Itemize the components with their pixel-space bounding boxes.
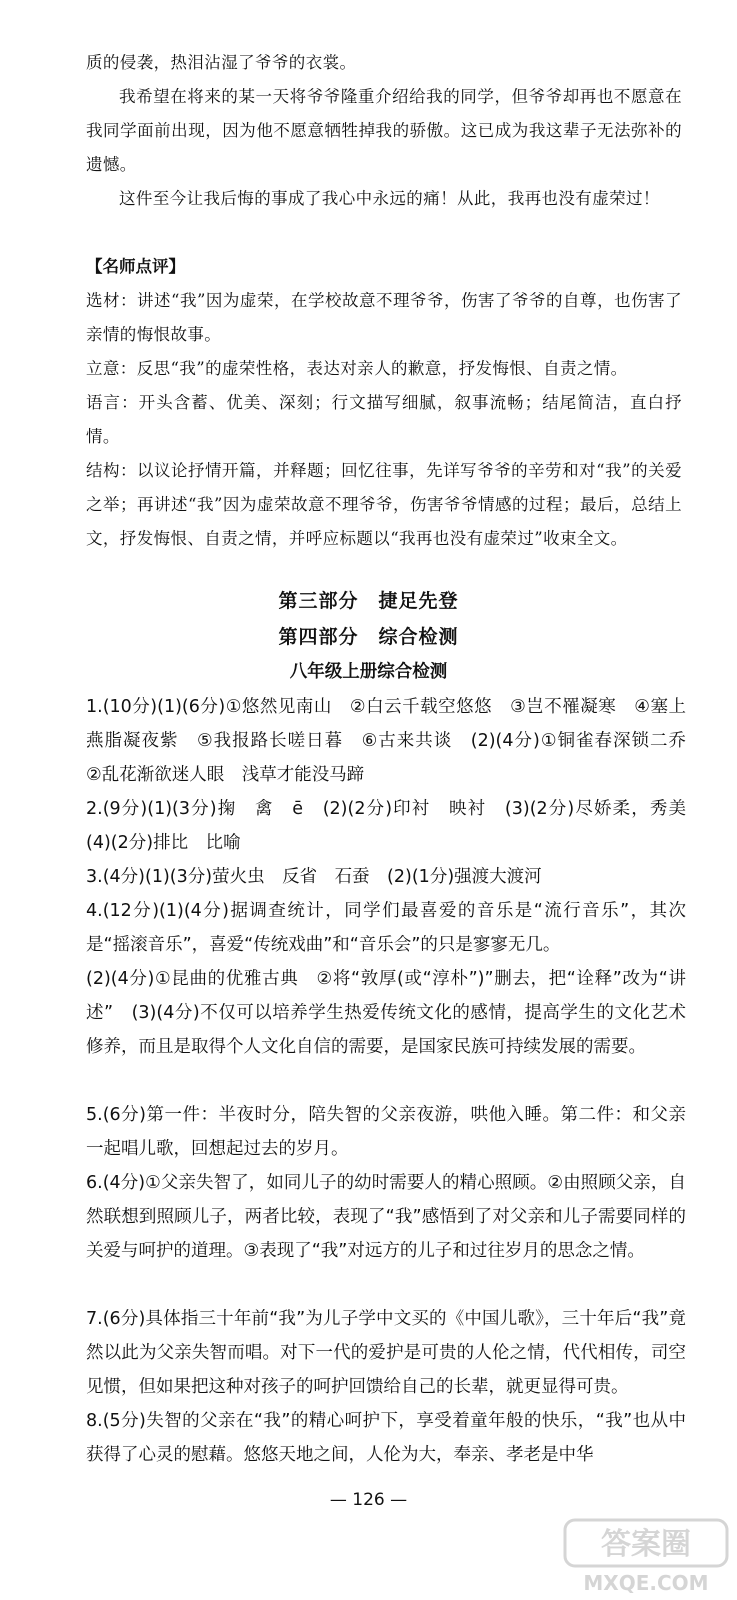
watermark-text-top: 答案圈 [601,1527,691,1562]
review-liyi: 立意：反思“我”的虚荣性格，表达对亲人的歉意，抒发悔恨、自责之情。 [86,359,628,378]
essay-paragraph: 我希望在将来的某一天将爷爷隆重介绍给我的同学，但爷爷却再也不愿意在我同学面前出现，因为他不愿意牺牲掉我的骄傲。这已成为我这辈子无法弥补的遗憾。 [86,87,682,174]
answer-3: 3.(4分)(1)(3分)萤火虫 反省 石蚕 (2)(1分)强渡大渡河 [86,867,542,887]
review-xuancai: 选材：讲述“我”因为虚荣，在学校故意不理爷爷，伤害了爷爷的自尊，也伤害了亲情的悔恨故事。 [86,291,682,344]
review-yuyan: 语言：开头含蓄、优美、深刻；行文描写细腻，叙事流畅；结尾简洁，直白抒情。 [86,393,682,446]
essay-line: 质的侵袭，热泪沾湿了爷爷的衣裳。 [86,53,357,72]
review-jiegou: 结构：以议论抒情开篇，并释题；回忆往事，先详写爷爷的辛劳和对“我”的关爱之举；再讲述“我”因为虚荣故意不理爷爷，伤害爷爷情感的过程；最后，总结上文，抒发悔恨、自责之情，并呼应标题以“我再也没有虚荣过”收束全文。 [86,461,682,548]
review-heading: 【名师点评】 [86,257,185,276]
watermark-text-bottom: MXQE.COM [583,1571,709,1595]
answer-8: 8.(5分)失智的父亲在“我”的精心呵护下，享受着童年般的快乐，“我”也从中获得了心灵的慰藉。悠悠天地之间，人伦为大，奉亲、孝老是中华 [86,1411,686,1465]
answer-1: 1.(10分)(1)(6分)①悠然见南山 ②白云千载空悠悠 ③岂不罹凝寒 ④塞上燕脂凝夜紫 ⑤我报路长嗟日暮 ⑥古来共谈 (2)(4分)①铜雀春深锁二乔 ②乱花渐欲迷人眼 浅草才能没马蹄 [86,697,704,785]
section-subtitle: 八年级上册综合检测 [289,662,448,682]
section-title-part3: 第三部分 捷足先登 [278,590,459,612]
answer-7: 7.(6分)具体指三十年前“我”为儿子学中文买的《中国儿歌》，三十年后“我”竟然以此为父亲失智而唱。对下一代的爱护是可贵的人伦之情，代代相传，司空见惯，但如果把这种对孩子的呵护回馈给自己的长辈，就更显得可贵。 [86,1309,686,1397]
page-number: — 126 — [329,1490,408,1510]
essay-paragraph: 这件至今让我后悔的事成了我心中永远的痛！从此，我再也没有虚荣过！ [119,189,660,208]
answer-4-part2: (2)(4分)①昆曲的优雅古典 ②将“敦厚(或“淳朴”)”删去，把“诠释”改为“讲述” (3)(4分)不仅可以培养学生热爱传统文化的感情，提高学生的文化艺术修养，而且是取得个人文化自信的需要，是国家民族可持续发展的需要。 [86,969,686,1057]
answer-2: 2.(9分)(1)(3分)掬 禽 ē (2)(2分)印衬 映衬 (3)(2分)尽娇柔，秀美 (4)(2分)排比 比喻 [86,799,704,853]
watermark-logo [561,1516,731,1596]
answer-4-part1: 4.(12分)(1)(4分)据调查统计，同学们最喜爱的音乐是“流行音乐”，其次是“摇滚音乐”，喜爱“传统戏曲”和“音乐会”的只是寥寥无几。 [86,901,686,955]
answer-6: 6.(4分)①父亲失智了，如同儿子的幼时需要人的精心照顾。②由照顾父亲，自然联想到照顾儿子，两者比较，表现了“我”感悟到了对父亲和儿子需要同样的关爱与呵护的道理。③表现了“我”对远方的儿子和过往岁月的思念之情。 [86,1173,686,1261]
section-title-part4: 第四部分 综合检测 [278,626,459,648]
answer-5: 5.(6分)第一件：半夜时分，陪失智的父亲夜游，哄他入睡。第二件：和父亲一起唱儿歌，回想起过去的岁月。 [86,1105,686,1159]
